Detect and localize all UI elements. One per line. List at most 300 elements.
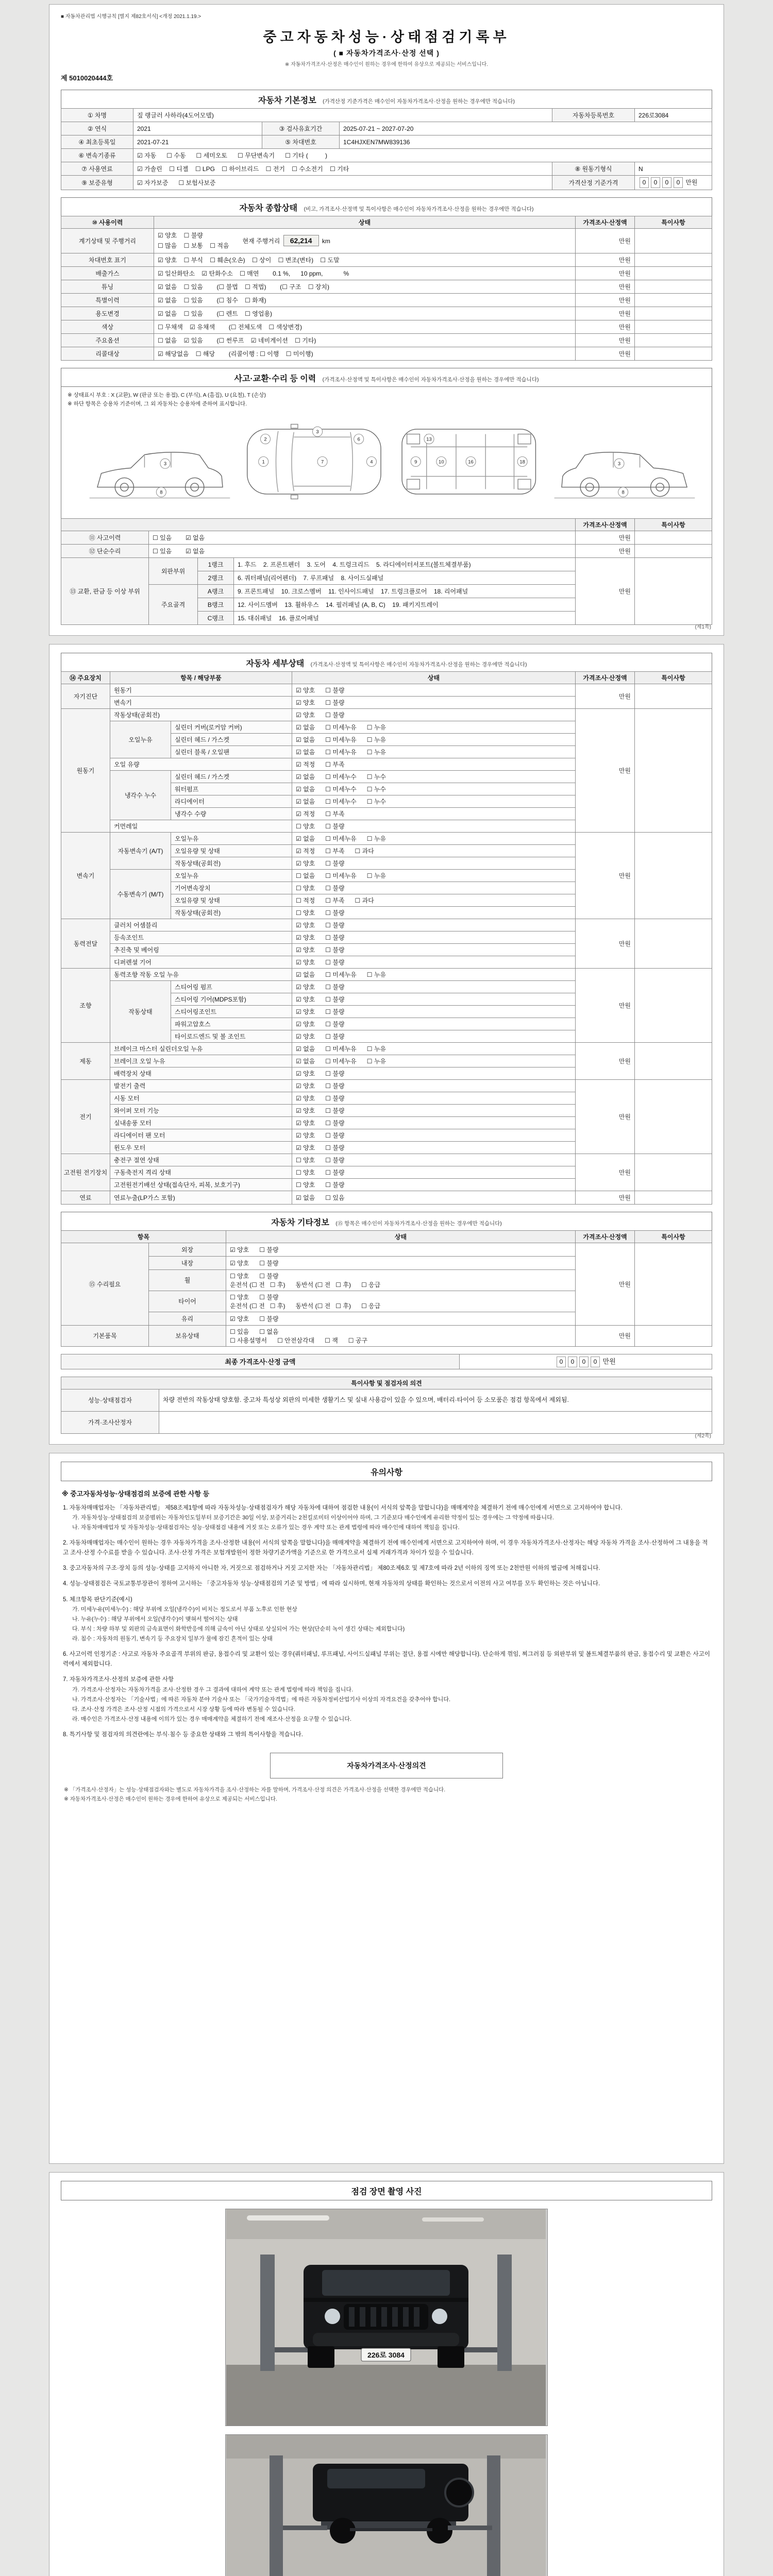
notice-item — [63, 1595, 710, 1644]
warranty-label: ⑨ 보증유형 — [61, 176, 133, 190]
notice-item — [63, 1579, 710, 1588]
usage-history-state — [154, 253, 576, 266]
detail-col-price: 가격조사·산정액 — [576, 671, 635, 684]
device-item: 배력장치 상태 — [110, 1067, 292, 1079]
usage-history-label: 용도변경 — [61, 307, 154, 320]
state-lines — [158, 230, 229, 251]
section-detail — [61, 653, 712, 672]
rank-items: 9. 프론트패널 10. 크로스멤버 11. 인사이드패널 17. 트렁크플로어 18. 리어패널 — [234, 584, 576, 598]
note-cell — [635, 919, 712, 968]
note-cell — [635, 832, 712, 919]
usage-history-label: 계기상태 및 주행거리 — [61, 229, 154, 253]
etc-col-price: 가격조사·산정액 — [576, 1230, 635, 1243]
device-state: ☐ 양호 ☐ 불량 — [292, 906, 576, 919]
section-etc-note: (⑮ 항목은 매수인이 자동차가격조사·산정을 원하는 경우에만 적습니다) — [335, 1220, 502, 1227]
inspection-photo-2 — [225, 2434, 548, 2576]
section-notice — [61, 1462, 712, 1481]
basic-row-firstreg — [61, 135, 712, 149]
notice-subtext: 라. 매수인은 가격조사·산정 내용에 이의가 있는 경우 매매계약을 체결하기 전에 재조사·산정을 요구할 수 있습니다. — [72, 1716, 351, 1722]
device-state: ☑ 없음 ☐ 미세누유 ☐ 누유 — [292, 721, 576, 733]
note-cell — [635, 229, 712, 253]
section-overall-note: (비고, 가격조사·산정액 및 특이사항은 매수인이 자동차가격조사·산정을 원하는 경우에만 적습니다) — [304, 206, 534, 212]
etc-section-label: 기본품목 — [61, 1325, 149, 1346]
device-state: ☑ 양호 ☐ 불량 — [292, 980, 576, 993]
device-label: 연료 — [61, 1191, 110, 1204]
usage-history-state — [154, 333, 576, 347]
fuel-value: ☑ 가솔린 ☐ 디젤 ☐ LPG ☐ 하이브리드 ☐ 전기 ☐ 수소전기 ☐ 기타 — [133, 162, 552, 176]
opinion-row — [61, 1411, 712, 1433]
device-item: 오일유량 및 상태 — [171, 894, 292, 906]
accident-state: ☐ 있음 ☑ 없음 — [149, 531, 576, 544]
usage-history-label: 튜닝 — [61, 280, 154, 293]
usage-history-row — [61, 229, 712, 253]
page-3 — [49, 1453, 724, 2164]
price-cell: 만원 — [576, 347, 635, 360]
price-cell: 만원 — [576, 333, 635, 347]
section-notice-title: 유의사항 — [371, 1468, 402, 1477]
document-title: 중고자동차성능·상태점검기록부 — [263, 29, 510, 45]
final-price-value — [459, 1354, 712, 1369]
usage-history-label: 특별이력 — [61, 293, 154, 307]
usage-history-state — [154, 293, 576, 307]
vehicle-front — [304, 2265, 468, 2368]
lift-post-left — [270, 2455, 283, 2576]
device-row — [61, 1042, 712, 1055]
lift-post-right — [487, 2455, 500, 2576]
device-row — [61, 919, 712, 931]
price-cell: 만원 — [576, 229, 635, 253]
state-line: ☑ 양호 ☐ 부식 ☐ 훼손(오손) ☐ 상이 ☐ 변조(변타) ☐ 도말 — [158, 256, 340, 264]
state-line: 운전석 (☐ 전 ☐ 후) 동반석 (☐ 전 ☐ 후) ☐ 응급 — [230, 1281, 381, 1289]
state-line: 운전석 (☐ 전 ☐ 후) 동반석 (☐ 전 ☐ 후) ☐ 응급 — [230, 1302, 381, 1310]
state-line: ☑ 양호 ☐ 불량 — [230, 1246, 279, 1253]
etc-col-item: 항목 — [61, 1230, 226, 1243]
device-state: ☑ 양호 ☐ 불량 — [292, 857, 576, 869]
svg-text:13: 13 — [426, 436, 432, 443]
device-state: ☑ 양호 ☐ 불량 — [292, 956, 576, 968]
odometer-line — [243, 235, 330, 246]
device-state: ☐ 양호 ☐ 불량 — [292, 882, 576, 894]
notice-item — [63, 1538, 710, 1557]
rank-items: 1. 후드 2. 프론트펜더 3. 도어 4. 트렁크리드 5. 라디에이터서포트(볼트체결부품) — [234, 557, 576, 571]
rank-items: 15. 대쉬패널 16. 플로어패널 — [234, 611, 576, 624]
device-item: 오일누유 — [171, 832, 292, 844]
vin-value: 1C4HJXEN7MW839136 — [340, 135, 712, 149]
device-state: ☐ 양호 ☐ 불량 — [292, 820, 576, 832]
device-state: ☑ 양호 ☐ 불량 — [292, 684, 576, 696]
device-state: ☑ 없음 ☐ 있음 — [292, 1191, 576, 1204]
note-cell — [635, 968, 712, 1042]
device-label: 전기 — [61, 1079, 110, 1154]
section-overall-title: 자동차 종합상태 — [239, 204, 298, 213]
detail-header-row — [61, 671, 712, 684]
notice-subtext: 나. 자동차매매업자 및 자동차성능·상태점검자는 성능·상태점검 내용에 거짓 또는 오류가 있는 경우 계약 또는 관계 법령에 따라 매수인에 대하여 책임을 집니다. — [72, 1524, 460, 1531]
device-item: 실린더 커버(로커암 커버) — [171, 721, 292, 733]
device-state: ☑ 없음 ☐ 미세누유 ☐ 누유 — [292, 1042, 576, 1055]
fuel-label: ⑦ 사용연료 — [61, 162, 133, 176]
etc-col-state: 상태 — [226, 1230, 576, 1243]
device-item: 라디에이터 팬 모터 — [110, 1129, 292, 1141]
rank-group-label: 주요골격 — [149, 584, 198, 624]
notice-subtext: 다. 조사·산정 가격은 조사·산정 시점의 가격으로서 시장 상황 등에 따라 변동될 수 있습니다. — [72, 1706, 295, 1713]
first-reg-label: ④ 최초등록일 — [61, 135, 133, 149]
svg-text:2: 2 — [264, 436, 267, 443]
base-price-label: 가격산정 기준가격 — [552, 176, 635, 190]
usage-history-row — [61, 280, 712, 293]
etc-state — [226, 1243, 576, 1256]
state-line: ☐ 사용설명서 ☐ 안전삼각대 ☐ 잭 ☐ 공구 — [230, 1336, 368, 1344]
notice-text: 2. 자동차매매업자는 매수인이 원하는 경우 자동차가격을 조사·산정한 내용(이 서식의 앞쪽을 말합니다)을 매매계약을 체결하기 전에 매수인에게 서면으로 고지하여야 하며, 이 경우 자동차가격조사·산정자는 해당 자동차 가격을 조사·산정하여 그 내용을 적고 조사·산정 수수료를 받을 수 있습니다. 조사·산정 가격은 보험개발원이 정한 차량기준가액을 기준으로 한 가격으로서 실제 거래가격과 차이가 있을 수 있습니다. — [63, 1540, 708, 1556]
device-state: ☑ 양호 ☐ 불량 — [292, 696, 576, 708]
etc-item-label: 내장 — [149, 1256, 226, 1269]
overall-col-note: 특이사항 — [635, 216, 712, 229]
basic-info-table — [61, 108, 712, 190]
note-cell — [635, 1154, 712, 1191]
device-label: 고전원 전기장치 — [61, 1154, 110, 1191]
price-cell: 만원 — [576, 1325, 635, 1346]
notice-subtext: 가. 가격조사·산정자는 자동차가격을 조사·산정한 경우 그 결과에 대하여 계약 또는 관계 법령에 따라 책임을 집니다. — [72, 1686, 354, 1693]
detail-condition-table — [61, 671, 712, 1205]
device-state: ☑ 양호 ☐ 불량 — [292, 1104, 576, 1116]
device-item: 시동 모터 — [110, 1092, 292, 1104]
notice-text: 3. 중고자동차의 구조·장치 등의 성능·상태를 고지하지 아니한 자, 거짓으로 점검하거나 거짓 고지한 자는 「자동차관리법」 제80조제6호 및 제7호에 따라 2년 이하의 징역 또는 2천만원 이하의 벌금에 처해집니다. — [63, 1565, 600, 1572]
note-cell — [635, 266, 712, 280]
device-state: ☑ 양호 ☐ 불량 — [292, 1079, 576, 1092]
odometer-wrap — [158, 230, 572, 251]
notice-subtext: 가. 자동차성능·상태점검의 보증범위는 자동차인도일부터 보증기간은 30일 이상, 보증거리는 2천킬로미터 이상이어야 하며, 그 기준보다 매수인에게 유리한 약정이 있는 경우에는 그 약정에 따릅니다. — [72, 1515, 554, 1521]
notice-text: 1. 자동차매매업자는 「자동차관리법」 제58조제1항에 따라 자동차성능·상태점검자가 해당 자동차에 대하여 점검한 내용(이 서식의 앞쪽을 말합니다)을 매매계약을 체결하기 전에 매수인에게 서면으로 고지하여야 합니다. — [63, 1504, 623, 1511]
price-cell: 만원 — [576, 320, 635, 333]
document-subtitle-note: ※ 자동차가격조사·산정은 매수인이 원하는 경우에 한하여 유상으로 제공되는 서비스입니다. — [284, 62, 489, 67]
svg-text:3: 3 — [617, 461, 621, 467]
note-cell — [635, 320, 712, 333]
note-cell — [635, 1191, 712, 1204]
device-state: ☑ 양호 ☐ 불량 — [292, 931, 576, 943]
note-cell — [635, 307, 712, 320]
rank-group-label: 외판부위 — [149, 557, 198, 584]
note-cell — [635, 708, 712, 832]
usage-history-state — [154, 266, 576, 280]
notice-item — [63, 1730, 710, 1739]
notice-items — [61, 1503, 712, 1739]
accident-label: ⑪ 사고이력 — [61, 531, 149, 544]
final-price-unit: 만원 — [602, 1357, 616, 1365]
rank-name: B랭크 — [198, 598, 234, 611]
notice-subtext: 다. 부식 : 차량 하부 및 외판의 금속표면이 화학반응에 의해 금속이 아닌 상태로 상실되어 가는 현상(단순히 녹이 생긴 상태는 제외합니다) — [72, 1626, 405, 1633]
svg-text:16: 16 — [468, 459, 474, 465]
year-label: ② 연식 — [61, 122, 133, 135]
basic-row-year — [61, 122, 712, 135]
notice-text: 8. 특기사항 및 점검자의 의견란에는 부식·침수 등 중요한 상태와 그 밖의 특이사항을 적습니다. — [63, 1731, 303, 1738]
device-item: 실린더 헤드 / 가스켓 — [171, 733, 292, 745]
usage-history-row — [61, 347, 712, 360]
rank-name: C랭크 — [198, 611, 234, 624]
reg-no-value: 226로3084 — [635, 109, 712, 122]
etc-state — [226, 1256, 576, 1269]
state-line: ☐ 무채색 ☑ 유채색 (☐ 전체도색 ☐ 색상변경) — [158, 323, 302, 331]
section-accident-note: (가격조사·산정액 및 특이사항은 매수인이 자동차가격조사·산정을 원하는 경우에만 적습니다) — [322, 376, 539, 383]
notice-item — [63, 1675, 710, 1724]
usage-history-row — [61, 266, 712, 280]
price-cell: 만원 — [576, 280, 635, 293]
opinion-who: 가격·조사산정자 — [61, 1411, 159, 1433]
inspection-photo-1 — [225, 2209, 548, 2426]
section-accident — [61, 368, 712, 387]
device-item: 오일누유 — [171, 869, 292, 882]
usage-history-state — [154, 307, 576, 320]
note-cell — [635, 1243, 712, 1325]
opinion-note-line: ※ 자동차가격조사·산정은 매수인이 원하는 경우에 한하여 유상으로 제공되는 서비스입니다. — [64, 1796, 277, 1803]
final-price-digit: 0 — [568, 1357, 577, 1367]
usage-history-row — [61, 333, 712, 347]
device-label: 원동기 — [61, 708, 110, 832]
exchange-label: ⑬ 교환, 판금 등 이상 부위 — [61, 557, 149, 624]
note-cell — [635, 1325, 712, 1346]
etc-info-table — [61, 1230, 712, 1347]
svg-text:10: 10 — [439, 459, 444, 465]
svg-text:3: 3 — [163, 461, 167, 467]
device-state: ☑ 양호 ☐ 불량 — [292, 1116, 576, 1129]
device-state: ☑ 적정 ☐ 부족 — [292, 758, 576, 770]
price-cell: 만원 — [576, 307, 635, 320]
device-row — [61, 684, 712, 696]
device-item: 기어변속장치 — [171, 882, 292, 894]
device-item: 연료누출(LP가스 포함) — [110, 1191, 292, 1204]
device-item: 오일유량 및 상태 — [171, 844, 292, 857]
device-item: 클러치 어셈블리 — [110, 919, 292, 931]
device-state: ☑ 양호 ☐ 불량 — [292, 1005, 576, 1018]
device-row — [61, 1154, 712, 1166]
svg-text:8: 8 — [160, 489, 163, 496]
state-line: ☑ 없음 ☐ 있음 (☐ 렌트 ☐ 영업용) — [158, 310, 273, 317]
overall-header-row — [61, 216, 712, 229]
price-cell: 만원 — [576, 557, 635, 624]
device-state: ☐ 양호 ☐ 불량 — [292, 1166, 576, 1178]
device-state: ☑ 적정 ☐ 부족 ☐ 과다 — [292, 844, 576, 857]
state-line: ☐ 있음 ☐ 없음 — [230, 1328, 279, 1335]
price-cell: 만원 — [576, 684, 635, 708]
price-cell: 만원 — [576, 1042, 635, 1079]
opinion-text — [159, 1411, 712, 1433]
device-item: 실내송풍 모터 — [110, 1116, 292, 1129]
vehicle-diagram-panel — [61, 386, 712, 519]
base-price-value — [635, 176, 712, 190]
note-cell — [635, 333, 712, 347]
price-cell: 만원 — [576, 708, 635, 832]
state-line: ☑ 해당없음 ☐ 해당 (리콜이행 : ☐ 이행 ☐ 미이행) — [158, 350, 313, 358]
device-item: 추진축 및 베어링 — [110, 943, 292, 956]
device-item: 실린더 헤드 / 가스켓 — [171, 770, 292, 783]
accident-header-spacer — [61, 518, 576, 531]
device-state: ☑ 없음 ☐ 미세누유 ☐ 누유 — [292, 1055, 576, 1067]
state-line: ☐ 양호 ☐ 불량 — [230, 1293, 279, 1301]
base-price-digit: 0 — [640, 177, 649, 188]
device-state: ☐ 양호 ☐ 불량 — [292, 1154, 576, 1166]
notice-text: 7. 자동차가격조사·산정의 보증에 관한 사항 — [63, 1676, 174, 1683]
device-sub-label: 오일누유 — [110, 721, 171, 758]
svg-text:7: 7 — [321, 459, 324, 465]
basic-row-warranty — [61, 176, 712, 190]
car-name-value: 짚 랭글러 사하라(4도어모델) — [133, 109, 552, 122]
state-line: ☑ 없음 ☐ 있음 (☐ 침수 ☐ 화재) — [158, 296, 266, 304]
price-cell: 만원 — [576, 1243, 635, 1325]
price-cell: 만원 — [576, 253, 635, 266]
warranty-value: ☑ 자가보증 ☐ 보험사보증 — [133, 176, 552, 190]
diagram-legend-1: ※ 상태표시 부호 : X (교환), W (판금 또는 용접), C (부식), A (흠집), U (요철), T (손상) — [68, 392, 266, 398]
svg-text:3: 3 — [316, 429, 319, 435]
device-item: 냉각수 수량 — [171, 807, 292, 820]
section-photos-title: 점검 장면 촬영 사진 — [351, 2187, 422, 2196]
usage-history-label: 주요옵션 — [61, 333, 154, 347]
etc-item-label: 유리 — [149, 1312, 226, 1325]
price-cell: 만원 — [576, 1079, 635, 1154]
state-line: ☐ 많음 ☐ 보통 ☐ 적음 — [158, 242, 229, 250]
page-number: (제2쪽) — [695, 1433, 711, 1439]
device-sub-label: 작동상태 — [110, 980, 171, 1042]
spare-tire — [445, 2479, 473, 2506]
engine-type-value: N — [635, 162, 712, 176]
device-state: ☐ 없음 ☐ 미세누유 ☐ 누유 — [292, 869, 576, 882]
opinion-note-line: ※ 「가격조사·산정자」는 성능·상태점검자와는 별도로 자동차가격을 조사·산정하는 자를 말하며, 가격조사·산정 의견은 가격조사·산정을 선택한 경우에만 적습니다. — [64, 1787, 446, 1793]
etc-row — [61, 1243, 712, 1256]
usage-history-state — [154, 280, 576, 293]
usage-history-state — [154, 320, 576, 333]
price-cell: 만원 — [576, 1154, 635, 1191]
final-price-digit: 0 — [579, 1357, 589, 1367]
svg-text:8: 8 — [621, 489, 625, 496]
usage-history-label: 차대번호 표기 — [61, 253, 154, 266]
base-price-digit: 0 — [651, 177, 660, 188]
overall-col-history: ⑩ 사용이력 — [61, 216, 154, 229]
opinion-header-row — [61, 1377, 712, 1389]
usage-history-state — [154, 229, 576, 253]
device-item: 와이퍼 모터 기능 — [110, 1104, 292, 1116]
section-basic-info-title: 자동차 기본정보 — [258, 96, 316, 105]
usage-history-row — [61, 253, 712, 266]
device-state: ☑ 양호 ☐ 불량 — [292, 1018, 576, 1030]
section-overall — [61, 197, 712, 216]
etc-item-label: 타이어 — [149, 1291, 226, 1312]
device-item: 커먼레일 — [110, 820, 292, 832]
usage-history-label: 리콜대상 — [61, 347, 154, 360]
notice-subtext: 라. 침수 : 자동차의 원동기, 변속기 등 주요장치 일부가 물에 잠긴 흔적이 있는 상태 — [72, 1636, 273, 1642]
device-item: 고전원전기배선 상태(접속단자, 피복, 보호기구) — [110, 1178, 292, 1191]
device-state: ☑ 없음 ☐ 미세누수 ☐ 누수 — [292, 783, 576, 795]
document-number: 제 5010020444호 — [61, 74, 113, 82]
rank-name: A랭크 — [198, 584, 234, 598]
device-state: ☑ 양호 ☐ 불량 — [292, 708, 576, 721]
etc-item-label: 휠 — [149, 1269, 226, 1291]
page-2 — [49, 644, 724, 1445]
price-cell: 만원 — [576, 531, 635, 544]
device-row — [61, 832, 712, 844]
state-line: ☐ 양호 ☐ 불량 — [230, 1272, 279, 1280]
engine-type-label: ⑧ 원동기형식 — [552, 162, 635, 176]
device-item: 동력조향 작동 오일 누유 — [110, 968, 292, 980]
overall-col-price: 가격조사·산정액 — [576, 216, 635, 229]
device-item: 파워고압호스 — [171, 1018, 292, 1030]
price-cell: 만원 — [576, 544, 635, 557]
section-detail-title: 자동차 세부상태 — [246, 659, 305, 668]
simple-repair-row — [61, 544, 712, 557]
etc-state — [226, 1325, 576, 1346]
state-line: ☑ 양호 ☐ 불량 — [230, 1259, 279, 1267]
device-item: 원동기 — [110, 684, 292, 696]
detail-col-item: 항목 / 해당부품 — [110, 671, 292, 684]
vehicle-diagrams — [68, 409, 717, 514]
device-row — [61, 1079, 712, 1092]
usage-history-row — [61, 307, 712, 320]
car-name-label: ① 차명 — [61, 109, 133, 122]
svg-text:6: 6 — [357, 436, 360, 443]
price-cell: 만원 — [576, 266, 635, 280]
headlight-left — [325, 2309, 340, 2324]
device-state: ☐ 양호 ☐ 불량 — [292, 1178, 576, 1191]
notice-subtext: 가. 미세누유(미세누수) : 해당 부위에 오일(냉각수)이 비치는 정도로서 부품 노후로 인한 현상 — [72, 1606, 297, 1613]
section-accident-title: 사고·교환·수리 등 이력 — [234, 374, 316, 383]
rank-name: 2랭크 — [198, 571, 234, 584]
note-cell — [635, 347, 712, 360]
note-cell — [635, 557, 712, 624]
device-state: ☑ 양호 ☐ 불량 — [292, 943, 576, 956]
detail-col-note: 특이사항 — [635, 671, 712, 684]
notice-text: 6. 사고이력 인정기준 : 사고로 자동차 주요골격 부위의 판금, 용접수리 및 교환이 있는 경우(쿼터패널, 루프패널, 사이드실패널 부위는 절단, 용접 시에만 해당합니다). 단순하게 꺾임, 찌그러짐 등 외판부위 및 볼트체결부품의 판금, 용접수리 및 교환은 사고이력에서 제외합니다. — [63, 1651, 710, 1667]
notice-text: 5. 체크항목 판단기준(예시) — [63, 1596, 132, 1603]
device-item: 브레이크 오일 누유 — [110, 1055, 292, 1067]
lift-post-right — [497, 2255, 512, 2371]
device-state: ☑ 적정 ☐ 부족 — [292, 807, 576, 820]
odometer-prefix: 현재 주행거리 — [242, 238, 282, 245]
device-item: 오일 유량 — [110, 758, 292, 770]
rank-name: 1랭크 — [198, 557, 234, 571]
base-price-digit: 0 — [674, 177, 683, 188]
base-price-unit: 만원 — [685, 179, 698, 186]
base-price-digit: 0 — [662, 177, 671, 188]
odometer-unit: km — [320, 238, 330, 245]
device-state: ☑ 없음 ☐ 미세누수 ☐ 누수 — [292, 770, 576, 783]
device-sub-label: 수동변속기 (M/T) — [110, 869, 171, 919]
basic-row-trans — [61, 149, 712, 162]
reg-no-label: 자동차등록번호 — [552, 109, 635, 122]
year-value: 2021 — [133, 122, 262, 135]
state-line: ☑ 양호 ☐ 불량 — [158, 232, 203, 239]
opinion-text: 차량 전반의 작동상태 양호함. 중고차 특성상 외판의 미세한 생활기스 및 실내 사용감이 있을 수 있으며, 배터리·타이어 등 소모품은 점검 항목에서 제외됨. — [159, 1389, 712, 1411]
etc-section-label: ⑮ 수리필요 — [61, 1243, 149, 1325]
form-reference: ■ 자동차관리법 시행규칙 [별지 제82호서식] <개정 2021.1.19.> — [61, 14, 201, 20]
note-cell — [635, 1042, 712, 1079]
device-item: 스티어링 기어(MDPS포함) — [171, 993, 292, 1005]
device-label: 자기진단 — [61, 684, 110, 708]
section-etc — [61, 1212, 712, 1231]
inspection-label: ③ 검사유효기간 — [262, 122, 340, 135]
note-cell — [635, 531, 712, 544]
device-state: ☑ 없음 ☐ 미세누수 ☐ 누수 — [292, 795, 576, 807]
device-item: 타이로드엔드 및 볼 조인트 — [171, 1030, 292, 1042]
accident-col-price: 가격조사·산정액 — [576, 518, 635, 531]
final-price-label: 최종 가격조사·산정 금액 — [61, 1354, 460, 1369]
final-price-row — [61, 1354, 712, 1369]
notice-subtext: 나. 가격조사·산정자는 「기술사법」에 따른 자동차 분야 기술사 또는 「국가기술자격법」에 따른 자동차정비산업기사 이상의 자격요건을 갖추어야 합니다. — [72, 1696, 451, 1703]
notice-heading: ※ 중고자동차성능·상태점검의 보증에 관한 사항 등 — [62, 1489, 210, 1498]
device-state: ☑ 없음 ☐ 미세누유 ☐ 누유 — [292, 832, 576, 844]
exchange-rank-row — [61, 557, 712, 571]
device-item: 작동상태(공회전) — [171, 857, 292, 869]
section-photos — [61, 2181, 712, 2200]
device-sub-label: 냉각수 누수 — [110, 770, 171, 820]
etc-state — [226, 1291, 576, 1312]
note-cell — [635, 293, 712, 307]
usage-history-label: 색상 — [61, 320, 154, 333]
